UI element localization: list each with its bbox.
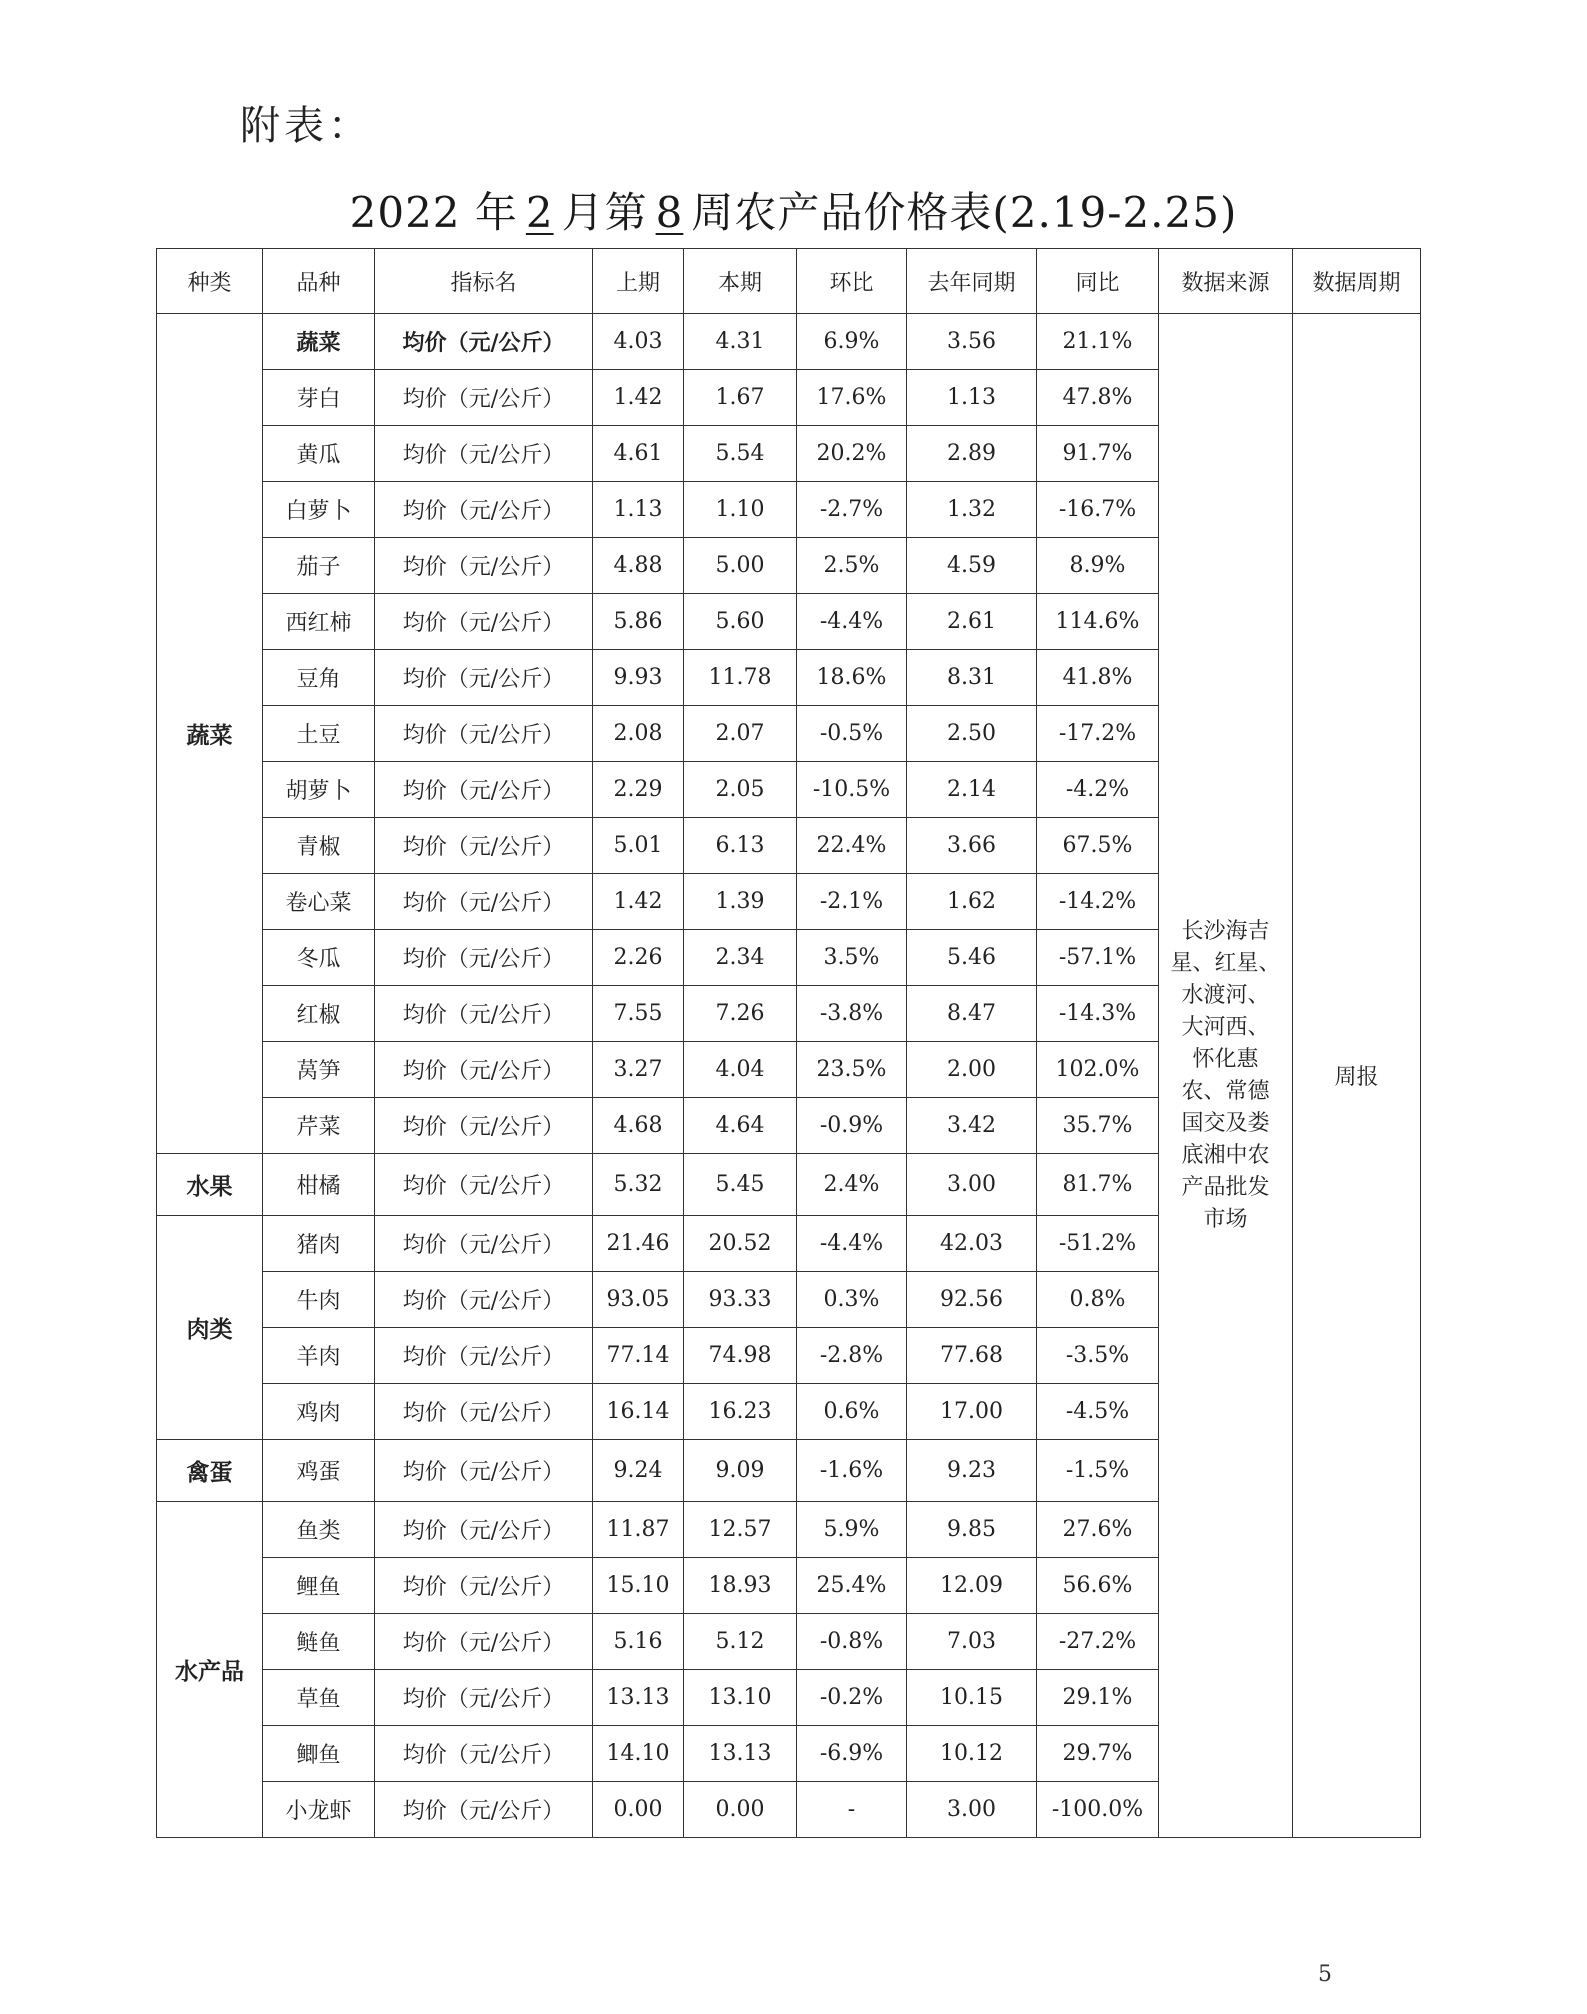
variety-cell: 白萝卜	[263, 482, 375, 538]
mom-cell: 0.3%	[797, 1272, 907, 1328]
last-year-cell: 3.56	[907, 314, 1037, 370]
indicator-cell: 均价（元/公斤）	[375, 314, 593, 370]
last-year-cell: 8.47	[907, 986, 1037, 1042]
mom-cell: -	[797, 1782, 907, 1838]
indicator-cell: 均价（元/公斤）	[375, 482, 593, 538]
mom-cell: 20.2%	[797, 426, 907, 482]
mom-cell: 22.4%	[797, 818, 907, 874]
header-period: 数据周期	[1293, 249, 1421, 314]
curr-cell: 0.00	[684, 1782, 797, 1838]
mom-cell: -4.4%	[797, 594, 907, 650]
prev-cell: 2.26	[593, 930, 684, 986]
curr-cell: 12.57	[684, 1502, 797, 1558]
indicator-cell: 均价（元/公斤）	[375, 874, 593, 930]
header-prev: 上期	[593, 249, 684, 314]
prev-cell: 5.16	[593, 1614, 684, 1670]
category-cell: 肉类	[157, 1216, 263, 1440]
header-source: 数据来源	[1159, 249, 1293, 314]
mom-cell: -0.5%	[797, 706, 907, 762]
yoy-cell: 41.8%	[1037, 650, 1159, 706]
last-year-cell: 2.61	[907, 594, 1037, 650]
variety-cell: 胡萝卜	[263, 762, 375, 818]
yoy-cell: 29.1%	[1037, 1670, 1159, 1726]
indicator-cell: 均价（元/公斤）	[375, 1782, 593, 1838]
last-year-cell: 9.23	[907, 1440, 1037, 1502]
curr-cell: 7.26	[684, 986, 797, 1042]
last-year-cell: 1.32	[907, 482, 1037, 538]
variety-cell: 芹菜	[263, 1098, 375, 1154]
curr-cell: 4.04	[684, 1042, 797, 1098]
yoy-cell: 81.7%	[1037, 1154, 1159, 1216]
indicator-cell: 均价（元/公斤）	[375, 594, 593, 650]
curr-cell: 13.13	[684, 1726, 797, 1782]
data-period-cell: 周报	[1293, 314, 1421, 1838]
last-year-cell: 3.00	[907, 1782, 1037, 1838]
mom-cell: -2.7%	[797, 482, 907, 538]
last-year-cell: 17.00	[907, 1384, 1037, 1440]
prev-cell: 77.14	[593, 1328, 684, 1384]
mom-cell: 2.5%	[797, 538, 907, 594]
prev-cell: 1.42	[593, 874, 684, 930]
last-year-cell: 3.00	[907, 1154, 1037, 1216]
prev-cell: 9.93	[593, 650, 684, 706]
yoy-cell: 114.6%	[1037, 594, 1159, 650]
yoy-cell: -1.5%	[1037, 1440, 1159, 1502]
mom-cell: 23.5%	[797, 1042, 907, 1098]
yoy-cell: 91.7%	[1037, 426, 1159, 482]
variety-cell: 小龙虾	[263, 1782, 375, 1838]
curr-cell: 1.10	[684, 482, 797, 538]
variety-cell: 鲢鱼	[263, 1614, 375, 1670]
mom-cell: -10.5%	[797, 762, 907, 818]
data-source-cell	[1159, 314, 1293, 1838]
variety-cell: 莴笋	[263, 1042, 375, 1098]
variety-cell: 鱼类	[263, 1502, 375, 1558]
prev-cell: 3.27	[593, 1042, 684, 1098]
last-year-cell: 9.85	[907, 1502, 1037, 1558]
indicator-cell: 均价（元/公斤）	[375, 1098, 593, 1154]
prev-cell: 5.01	[593, 818, 684, 874]
last-year-cell: 3.66	[907, 818, 1037, 874]
header-indicator: 指标名	[375, 249, 593, 314]
document-title	[0, 180, 1587, 240]
curr-cell: 4.31	[684, 314, 797, 370]
curr-cell: 93.33	[684, 1272, 797, 1328]
curr-cell: 74.98	[684, 1328, 797, 1384]
curr-cell: 20.52	[684, 1216, 797, 1272]
page-number: 5	[1318, 1962, 1332, 1987]
prev-cell: 14.10	[593, 1726, 684, 1782]
prev-cell: 4.88	[593, 538, 684, 594]
yoy-cell: -57.1%	[1037, 930, 1159, 986]
mom-cell: 3.5%	[797, 930, 907, 986]
data-source-line: 怀化惠	[1192, 1046, 1259, 1072]
data-source-line: 市场	[1203, 1206, 1248, 1232]
variety-cell: 土豆	[263, 706, 375, 762]
indicator-cell: 均价（元/公斤）	[375, 1558, 593, 1614]
prev-cell: 5.86	[593, 594, 684, 650]
yoy-cell: 0.8%	[1037, 1272, 1159, 1328]
curr-cell: 5.45	[684, 1154, 797, 1216]
last-year-cell: 4.59	[907, 538, 1037, 594]
data-source-line: 大河西、	[1181, 1014, 1270, 1040]
indicator-cell: 均价（元/公斤）	[375, 1614, 593, 1670]
curr-cell: 1.67	[684, 370, 797, 426]
indicator-cell: 均价（元/公斤）	[375, 762, 593, 818]
header-yoy: 同比	[1037, 249, 1159, 314]
yoy-cell: 35.7%	[1037, 1098, 1159, 1154]
data-source-line: 国交及娄	[1181, 1110, 1270, 1136]
mom-cell: -0.9%	[797, 1098, 907, 1154]
curr-cell: 4.64	[684, 1098, 797, 1154]
title-rest: 周农产品价格表(2.19-2.25)	[691, 188, 1238, 237]
mom-cell: -3.8%	[797, 986, 907, 1042]
header-last-year: 去年同期	[907, 249, 1037, 314]
yoy-cell: 8.9%	[1037, 538, 1159, 594]
variety-cell: 芽白	[263, 370, 375, 426]
curr-cell: 18.93	[684, 1558, 797, 1614]
yoy-cell: -100.0%	[1037, 1782, 1159, 1838]
variety-cell: 草鱼	[263, 1670, 375, 1726]
prev-cell: 9.24	[593, 1440, 684, 1502]
table-row	[157, 314, 1421, 370]
last-year-cell: 1.13	[907, 370, 1037, 426]
indicator-cell: 均价（元/公斤）	[375, 930, 593, 986]
variety-cell: 蔬菜	[263, 314, 375, 370]
title-week: 8	[655, 188, 684, 237]
mom-cell: -0.2%	[797, 1670, 907, 1726]
table-header-row	[157, 249, 1421, 314]
variety-cell: 羊肉	[263, 1328, 375, 1384]
curr-cell: 5.54	[684, 426, 797, 482]
variety-cell: 牛肉	[263, 1272, 375, 1328]
indicator-cell: 均价（元/公斤）	[375, 1670, 593, 1726]
last-year-cell: 10.12	[907, 1726, 1037, 1782]
last-year-cell: 77.68	[907, 1328, 1037, 1384]
variety-cell: 猪肉	[263, 1216, 375, 1272]
mom-cell: -1.6%	[797, 1440, 907, 1502]
mom-cell: 25.4%	[797, 1558, 907, 1614]
yoy-cell: -14.2%	[1037, 874, 1159, 930]
variety-cell: 豆角	[263, 650, 375, 706]
prev-cell: 11.87	[593, 1502, 684, 1558]
title-year: 2022 年	[349, 188, 518, 237]
variety-cell: 鲤鱼	[263, 1558, 375, 1614]
variety-cell: 黄瓜	[263, 426, 375, 482]
prev-cell: 21.46	[593, 1216, 684, 1272]
last-year-cell: 10.15	[907, 1670, 1037, 1726]
yoy-cell: -4.5%	[1037, 1384, 1159, 1440]
last-year-cell: 92.56	[907, 1272, 1037, 1328]
category-cell: 禽蛋	[157, 1440, 263, 1502]
mom-cell: -4.4%	[797, 1216, 907, 1272]
data-source-line: 水渡河、	[1181, 982, 1270, 1008]
header-curr: 本期	[684, 249, 797, 314]
curr-cell: 5.12	[684, 1614, 797, 1670]
yoy-cell: 67.5%	[1037, 818, 1159, 874]
curr-cell: 9.09	[684, 1440, 797, 1502]
prev-cell: 4.61	[593, 426, 684, 482]
variety-cell: 茄子	[263, 538, 375, 594]
indicator-cell: 均价（元/公斤）	[375, 1154, 593, 1216]
yoy-cell: 47.8%	[1037, 370, 1159, 426]
yoy-cell: -51.2%	[1037, 1216, 1159, 1272]
curr-cell: 1.39	[684, 874, 797, 930]
mom-cell: -2.8%	[797, 1328, 907, 1384]
last-year-cell: 8.31	[907, 650, 1037, 706]
curr-cell: 6.13	[684, 818, 797, 874]
prev-cell: 4.03	[593, 314, 684, 370]
indicator-cell: 均价（元/公斤）	[375, 1272, 593, 1328]
last-year-cell: 1.62	[907, 874, 1037, 930]
indicator-cell: 均价（元/公斤）	[375, 1042, 593, 1098]
curr-cell: 2.07	[684, 706, 797, 762]
indicator-cell: 均价（元/公斤）	[375, 818, 593, 874]
variety-cell: 卷心菜	[263, 874, 375, 930]
curr-cell: 2.34	[684, 930, 797, 986]
prev-cell: 93.05	[593, 1272, 684, 1328]
title-month: 2	[525, 188, 554, 237]
header-variety: 品种	[263, 249, 375, 314]
last-year-cell: 5.46	[907, 930, 1037, 986]
curr-cell: 2.05	[684, 762, 797, 818]
data-source-line: 长沙海吉	[1181, 918, 1270, 944]
header-mom: 环比	[797, 249, 907, 314]
variety-cell: 青椒	[263, 818, 375, 874]
mom-cell: 0.6%	[797, 1384, 907, 1440]
prev-cell: 5.32	[593, 1154, 684, 1216]
prev-cell: 0.00	[593, 1782, 684, 1838]
yoy-cell: -27.2%	[1037, 1614, 1159, 1670]
yoy-cell: -3.5%	[1037, 1328, 1159, 1384]
yoy-cell: -17.2%	[1037, 706, 1159, 762]
mom-cell: 2.4%	[797, 1154, 907, 1216]
curr-cell: 13.10	[684, 1670, 797, 1726]
prev-cell: 15.10	[593, 1558, 684, 1614]
mom-cell: 18.6%	[797, 650, 907, 706]
curr-cell: 11.78	[684, 650, 797, 706]
prev-cell: 2.29	[593, 762, 684, 818]
variety-cell: 柑橘	[263, 1154, 375, 1216]
yoy-cell: -16.7%	[1037, 482, 1159, 538]
last-year-cell: 7.03	[907, 1614, 1037, 1670]
indicator-cell: 均价（元/公斤）	[375, 1440, 593, 1502]
indicator-cell: 均价（元/公斤）	[375, 706, 593, 762]
indicator-cell: 均价（元/公斤）	[375, 1216, 593, 1272]
indicator-cell: 均价（元/公斤）	[375, 426, 593, 482]
indicator-cell: 均价（元/公斤）	[375, 370, 593, 426]
yoy-cell: 21.1%	[1037, 314, 1159, 370]
curr-cell: 5.00	[684, 538, 797, 594]
last-year-cell: 2.50	[907, 706, 1037, 762]
yoy-cell: 102.0%	[1037, 1042, 1159, 1098]
last-year-cell: 2.14	[907, 762, 1037, 818]
yoy-cell: 29.7%	[1037, 1726, 1159, 1782]
data-source-line: 产品批发	[1181, 1174, 1270, 1200]
data-source-line: 底湘中农	[1181, 1142, 1270, 1168]
prev-cell: 16.14	[593, 1384, 684, 1440]
mom-cell: -6.9%	[797, 1726, 907, 1782]
prev-cell: 4.68	[593, 1098, 684, 1154]
variety-cell: 红椒	[263, 986, 375, 1042]
header-category: 种类	[157, 249, 263, 314]
indicator-cell: 均价（元/公斤）	[375, 986, 593, 1042]
indicator-cell: 均价（元/公斤）	[375, 1328, 593, 1384]
variety-cell: 鲫鱼	[263, 1726, 375, 1782]
yoy-cell: 56.6%	[1037, 1558, 1159, 1614]
mom-cell: 17.6%	[797, 370, 907, 426]
last-year-cell: 12.09	[907, 1558, 1037, 1614]
curr-cell: 5.60	[684, 594, 797, 650]
price-table	[156, 248, 1421, 1838]
mom-cell: -0.8%	[797, 1614, 907, 1670]
variety-cell: 鸡肉	[263, 1384, 375, 1440]
category-cell: 水产品	[157, 1502, 263, 1838]
variety-cell: 西红柿	[263, 594, 375, 650]
indicator-cell: 均价（元/公斤）	[375, 1502, 593, 1558]
prev-cell: 1.13	[593, 482, 684, 538]
mom-cell: -2.1%	[797, 874, 907, 930]
prev-cell: 7.55	[593, 986, 684, 1042]
mom-cell: 5.9%	[797, 1502, 907, 1558]
indicator-cell: 均价（元/公斤）	[375, 538, 593, 594]
yoy-cell: 27.6%	[1037, 1502, 1159, 1558]
last-year-cell: 42.03	[907, 1216, 1037, 1272]
indicator-cell: 均价（元/公斤）	[375, 1726, 593, 1782]
prev-cell: 2.08	[593, 706, 684, 762]
data-source-line: 农、常德	[1181, 1078, 1270, 1104]
variety-cell: 冬瓜	[263, 930, 375, 986]
data-source-line: 星、红星、	[1170, 950, 1281, 976]
attachment-label: 附表：	[240, 103, 372, 149]
category-cell: 蔬菜	[157, 314, 263, 1154]
variety-cell: 鸡蛋	[263, 1440, 375, 1502]
title-month-suffix: 月第	[561, 188, 648, 237]
last-year-cell: 2.89	[907, 426, 1037, 482]
yoy-cell: -14.3%	[1037, 986, 1159, 1042]
yoy-cell: -4.2%	[1037, 762, 1159, 818]
indicator-cell: 均价（元/公斤）	[375, 1384, 593, 1440]
indicator-cell: 均价（元/公斤）	[375, 650, 593, 706]
last-year-cell: 2.00	[907, 1042, 1037, 1098]
curr-cell: 16.23	[684, 1384, 797, 1440]
prev-cell: 13.13	[593, 1670, 684, 1726]
mom-cell: 6.9%	[797, 314, 907, 370]
last-year-cell: 3.42	[907, 1098, 1037, 1154]
category-cell: 水果	[157, 1154, 263, 1216]
prev-cell: 1.42	[593, 370, 684, 426]
